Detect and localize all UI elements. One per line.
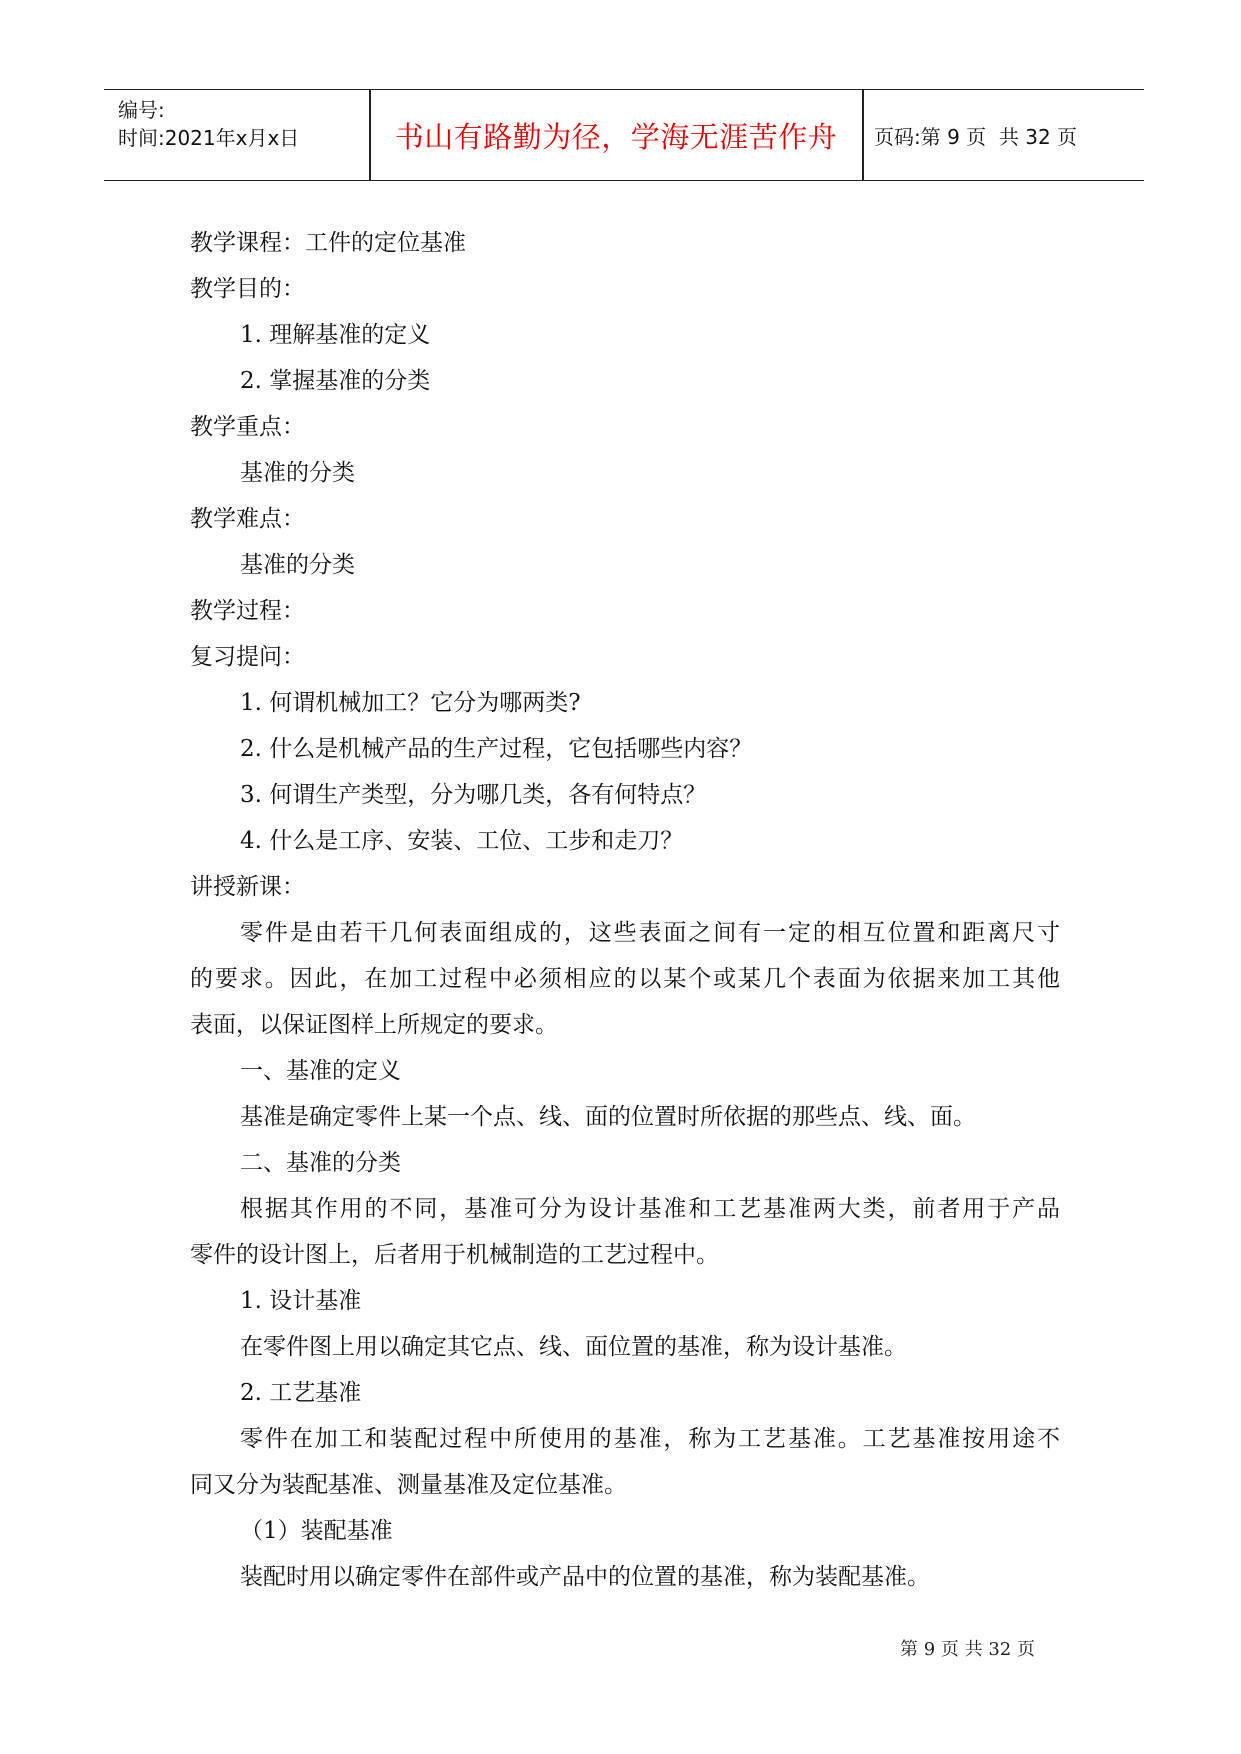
goal-item: 2. 掌握基准的分类 bbox=[240, 368, 431, 394]
paragraph-line: 零件在加工和装配过程中所使用的基准，称为工艺基准。工艺基准按用途不 bbox=[240, 1426, 1060, 1452]
paragraph-line: 零件的设计图上，后者用于机械制造的工艺过程中。 bbox=[190, 1242, 719, 1268]
paragraph-line: 在零件图上用以确定其它点、线、面位置的基准，称为设计基准。 bbox=[240, 1334, 907, 1360]
paragraph-line: 表面，以保证图样上所规定的要求。 bbox=[190, 1012, 558, 1038]
header-motto: 书山有路勤为径，学海无涯苦作舟 bbox=[394, 119, 838, 154]
header-number-label: 编号: bbox=[118, 98, 165, 122]
header-time-label: 时间:2021年x月x日 bbox=[118, 126, 300, 150]
header-divider bbox=[862, 90, 864, 180]
paragraph-line: 零件是由若干几何表面组成的，这些表面之间有一定的相互位置和距离尺寸 bbox=[240, 920, 1060, 946]
key-point-heading: 教学重点： bbox=[190, 414, 305, 440]
goal-heading: 教学目的： bbox=[190, 276, 305, 302]
goal-item: 1. 理解基准的定义 bbox=[240, 322, 431, 348]
course-title: 教学课程：工件的定位基准 bbox=[190, 230, 466, 256]
difficulty-heading: 教学难点： bbox=[190, 506, 305, 532]
review-question: 2. 什么是机械产品的生产过程，它包括哪些内容？ bbox=[240, 736, 753, 762]
header-page-label: 页码:第 9 页 共 32 页 bbox=[874, 124, 1078, 149]
review-question: 1. 何谓机械加工？它分为哪两类? bbox=[240, 690, 581, 716]
document-body bbox=[190, 220, 1060, 1600]
page-footer: 第 9 页 共 32 页 bbox=[900, 1639, 1035, 1660]
section-heading: 二、基准的分类 bbox=[240, 1150, 401, 1176]
page-header bbox=[104, 89, 1144, 181]
review-question: 4. 什么是工序、安装、工位、工步和走刀？ bbox=[240, 828, 684, 854]
process-heading: 教学过程： bbox=[190, 598, 305, 624]
paragraph-line: 装配时用以确定零件在部件或产品中的位置的基准，称为装配基准。 bbox=[240, 1564, 930, 1590]
section-heading: 一、基准的定义 bbox=[240, 1058, 401, 1084]
review-heading: 复习提问： bbox=[190, 644, 305, 670]
paragraph-line: 同又分为装配基准、测量基准及定位基准。 bbox=[190, 1472, 627, 1498]
paragraph-line: 基准是确定零件上某一个点、线、面的位置时所依据的那些点、线、面。 bbox=[240, 1104, 976, 1130]
header-meta bbox=[118, 96, 299, 152]
key-point-text: 基准的分类 bbox=[240, 460, 355, 486]
paragraph-line: 的要求。因此，在加工过程中必须相应的以某个或某几个表面为依据来加工其他 bbox=[190, 966, 1060, 992]
new-lesson-heading: 讲授新课： bbox=[190, 874, 305, 900]
subsection-heading: 1. 设计基准 bbox=[240, 1288, 362, 1314]
difficulty-text: 基准的分类 bbox=[240, 552, 355, 578]
subsection-heading: 2. 工艺基准 bbox=[240, 1380, 362, 1406]
subsection-heading: （1）装配基准 bbox=[240, 1518, 393, 1544]
paragraph-line: 根据其作用的不同，基准可分为设计基准和工艺基准两大类，前者用于产品 bbox=[240, 1196, 1060, 1222]
review-question: 3. 何谓生产类型，分为哪几类，各有何特点？ bbox=[240, 782, 707, 808]
